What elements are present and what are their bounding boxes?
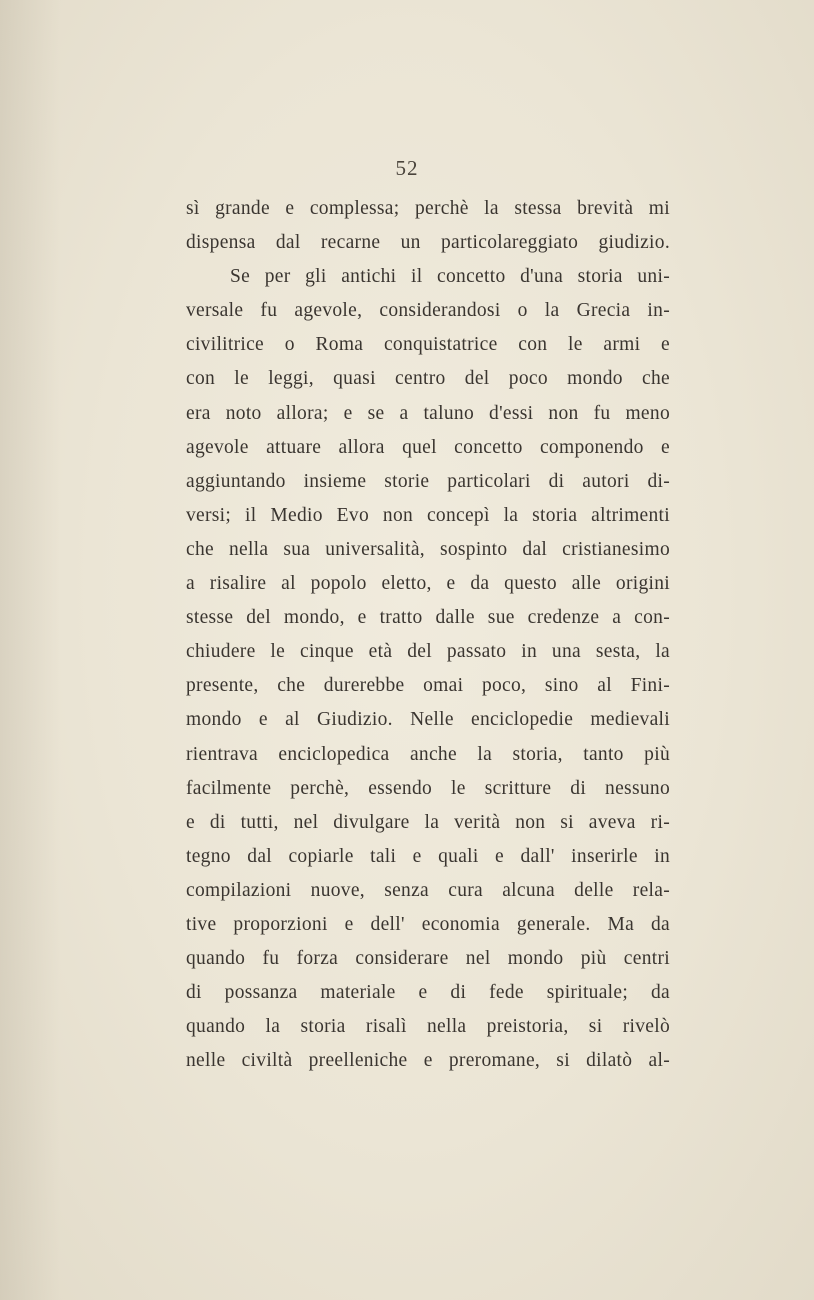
- body-text: [186, 192, 670, 1078]
- text-line: tegno dal copiarle tali e quali e dall' inserirle in: [186, 845, 670, 867]
- text-line: che nella sua universalità, sospinto dal cristianesimo: [186, 538, 670, 560]
- text-line: chiudere le cinque età del passato in una sesta, la: [186, 641, 670, 663]
- text-line: con le leggi, quasi centro del poco mondo che: [186, 368, 670, 390]
- text-line: tive proporzioni e dell' economia generale. Ma da: [186, 913, 670, 935]
- page-number: 52: [395, 156, 419, 180]
- text-line: quando fu forza considerare nel mondo più centri: [186, 948, 670, 970]
- text-line: nelle civiltà preelleniche e preromane, si dilatò al-: [186, 1050, 670, 1072]
- text-line: agevole attuare allora quel concetto componendo e: [186, 436, 670, 458]
- text-line: Se per gli antichi il concetto d'una storia uni-: [230, 266, 670, 288]
- text-line: dispensa dal recarne un particolareggiato giudizio.: [186, 232, 670, 254]
- text-line: compilazioni nuove, senza cura alcuna delle rela-: [186, 879, 670, 901]
- text-line: aggiuntando insieme storie particolari di autori di-: [186, 470, 670, 492]
- text-line: a risalire al popolo eletto, e da questo alle origini: [186, 573, 670, 595]
- text-line: era noto allora; e se a taluno d'essi non fu meno: [186, 402, 670, 424]
- text-line: presente, che durerebbe omai poco, sino al Fini-: [186, 675, 670, 697]
- text-line: versi; il Medio Evo non concepì la storia altrimenti: [186, 504, 670, 526]
- page-gutter-shadow: [0, 0, 60, 1300]
- text-line: versale fu agevole, considerandosi o la Grecia in-: [186, 300, 670, 322]
- text-line: e di tutti, nel divulgare la verità non si aveva ri-: [186, 811, 670, 833]
- text-line: rientrava enciclopedica anche la storia, tanto più: [186, 743, 670, 765]
- text-line: quando la storia risalì nella preistoria, si rivelò: [186, 1016, 670, 1038]
- text-line: mondo e al Giudizio. Nelle enciclopedie medievali: [186, 709, 670, 731]
- text-line: di possanza materiale e di fede spirituale; da: [186, 982, 670, 1004]
- text-line: stesse del mondo, e tratto dalle sue credenze a con-: [186, 607, 670, 629]
- text-line: sì grande e complessa; perchè la stessa brevità mi: [186, 198, 670, 219]
- text-line: civilitrice o Roma conquistatrice con le armi e: [186, 334, 670, 356]
- text-line: facilmente perchè, essendo le scritture di nessuno: [186, 777, 670, 799]
